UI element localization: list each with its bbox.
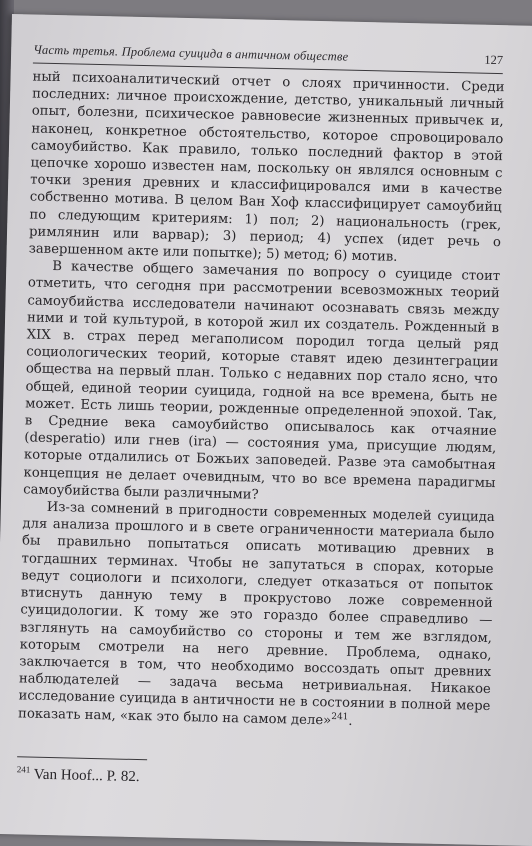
paragraph-1-text: ный психоаналитический отчет о слоях причинности. Среди последних: личное происхождение, детство, уникальный личный опыт, болезни, психическое равновесие жизненных привычек и, наконец, конкретное обстоятельство, которое спровоцировало самоубийство. Как правило, только последний фактор в этой цепочке хорошо известен нам, поскольку он являлся основным с точки зрения древних и классифицировался ими в качестве собственно мотива. В целом Ван Хоф классифицирует самоубийц по следующим критериям: 1) пол; 2) национальность (грек, римлянин или варвар); 3) период; 4) успех (идет речь о завершенном акте или попытке); 5) метод; 6) мотив. (28, 69, 505, 265)
paragraph-2 (23, 258, 500, 509)
body-text (18, 68, 505, 732)
running-head: Часть третья. Проблема суицида в античном обществе (33, 42, 349, 64)
paragraph-3: Из-за сомнений в пригодности современных моделей суицида для анализа прошлого и в свете ограниченности материала было бы правильно попытаться описать мотивацию древних в тогдашних терминах. Чтобы не запутаться в спорах, которые ведут социологи и психологи, следует отказаться от попыток втиснуть данную тему в прокрустово ложе современной суицидологии. К тому же это гораздо более справедливо — взглянуть на самоубийство со стороны и тем же взглядом, которым смотрели на него древние. Проблема, однако, заключается в том, что необходимо воссоздать опыт древних наблюдателей — задача весьма нетривиальная. Никакое исследование суицида в античности не в состоянии в полной мере показать нам, «как это было на самом деле»$^{241}$. (17, 499, 495, 729)
footnote-number: 241 (16, 764, 31, 775)
paragraph-1 (28, 68, 504, 268)
footnote-reference: 241 (331, 711, 349, 722)
paragraph-3-text: Из-за сомнений в пригодности современных моделей суицида для анализа прошлого и в свете ограниченности материала было бы правильно попытаться описать мотивацию древних в тогдашних терминах. Чтобы не запутаться в спорах, которые ведут социологи и психологи, следует отказаться от попыток втиснуть данную тему в прокрустово ложе современной суицидологии. К тому же это гораздо более справедливо — взглянуть на самоубийство со стороны и тем же взглядом, которым смотрели на него древние. Проблема, однако, заключается в том, что необходимо воссоздать опыт древних наблюдателей — задача весьма нетривиальная. Никакое исследование суицида в античности не в состоянии в полной мере показать нам, «как это было на самом деле» (17, 499, 495, 728)
page-number: 127 (484, 52, 504, 68)
footnote (17, 766, 140, 786)
paragraph-2-text: В качестве общего замечания по вопросу о суициде стоит отметить, что сегодня при рассмотрении всевозможных теорий самоубийства исследователи начинают осознавать связь между ними и той культурой, в которой жил их создатель. Рожденный в XIX в. страх перед мегаполисом породил тогда целый ряд социологических теорий, которые ставят идею дезинтеграции общества на первый план. Только с недавних пор стало ясно, что общей, единой теории суицида, годной на все времена, быть не может. Есть лишь теории, рожденные определенной эпохой. Так, в Средние века самоубийство описывалось как отчаяние (desperatio) или гнев (ira) — состояния ума, присущие людям, которые отдалились от Божьих заповедей. Разве эта самобытная концепция не делает очевидным, что во все времена парадигмы самоубийства были различными? (23, 259, 501, 503)
footnote-divider (17, 756, 147, 760)
footnote-text: Van Hoof... P. 82. (33, 766, 140, 786)
book-page (0, 14, 532, 846)
